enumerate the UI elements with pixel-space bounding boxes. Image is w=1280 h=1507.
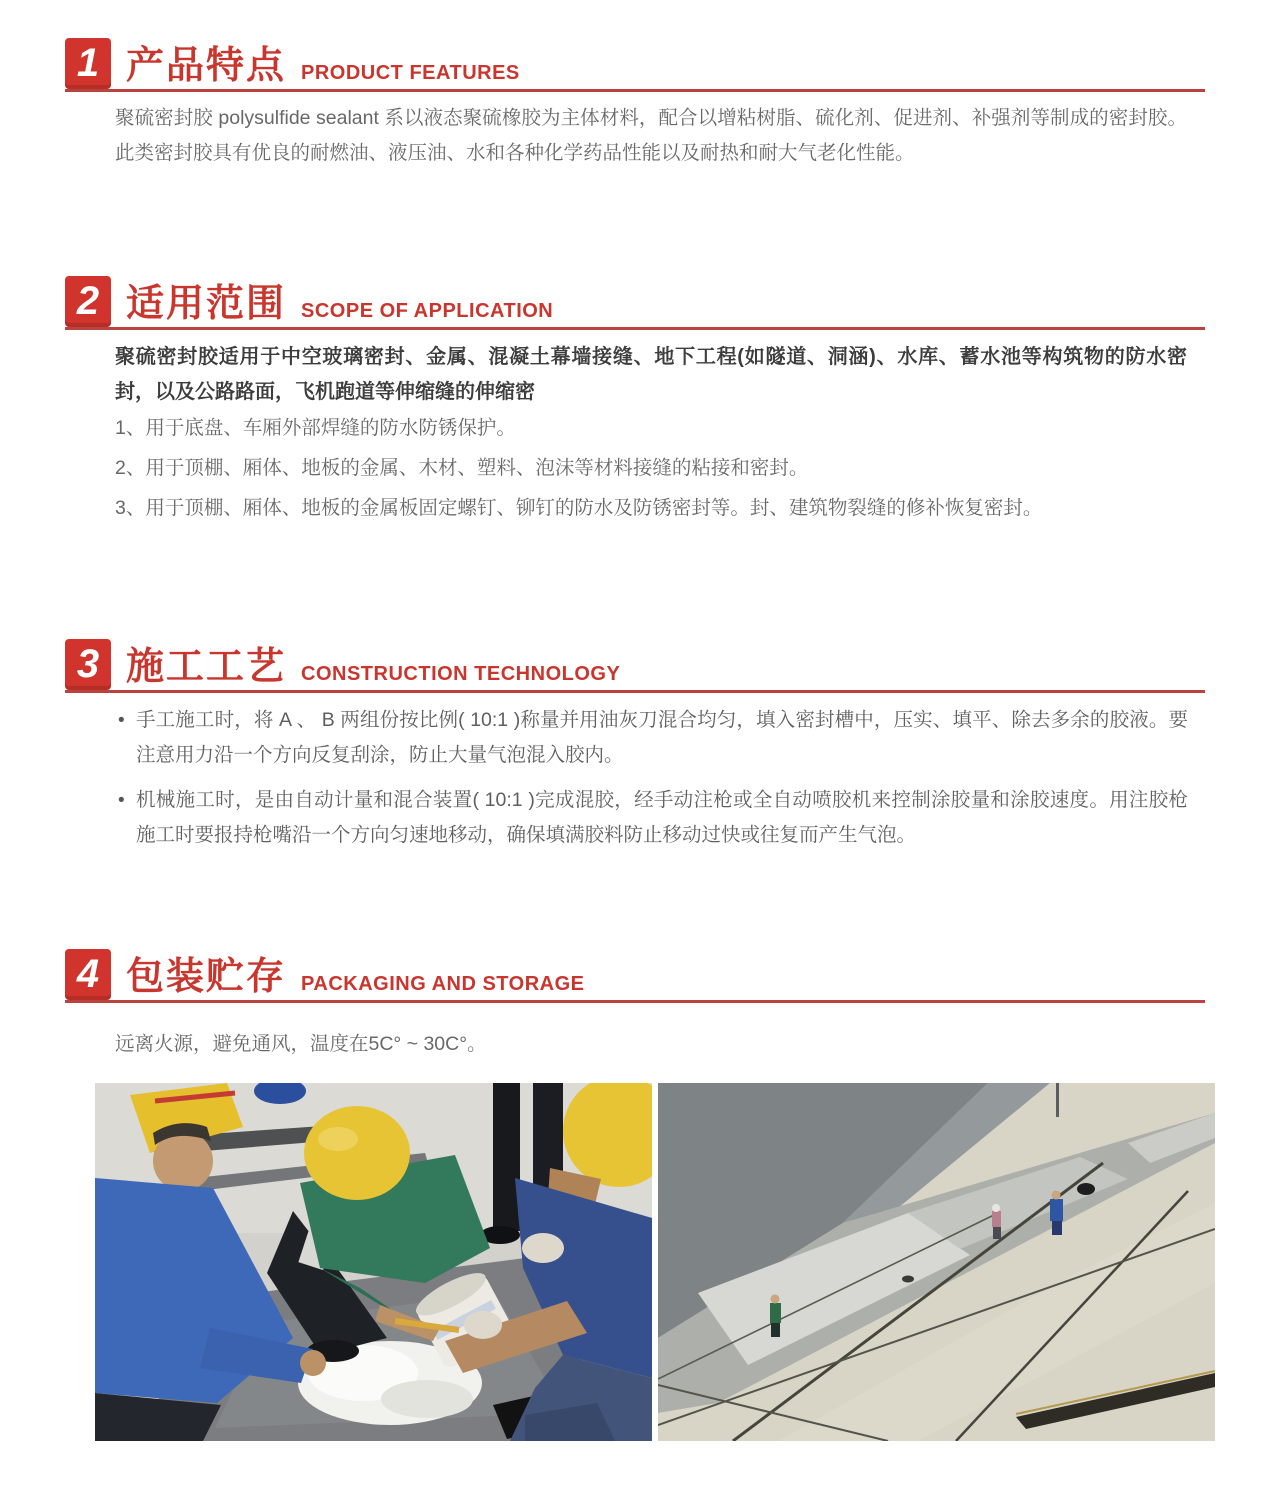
- section-1-subtitle: PRODUCT FEATURES: [301, 62, 520, 84]
- section-1-header: [65, 38, 1205, 92]
- bullet-item: [118, 783, 1188, 853]
- section-4-subtitle: PACKAGING AND STORAGE: [301, 973, 585, 995]
- concrete-slope-illustration: [658, 1083, 1215, 1441]
- bullet-dot-icon: •: [118, 710, 125, 731]
- concrete-slope-joint-sealing-photo: [658, 1083, 1215, 1441]
- section-4-number-badge: 4: [65, 949, 111, 1000]
- workers-mixing-sealant-photo: [95, 1083, 652, 1441]
- list-item: 3、用于顶棚、厢体、地板的金属板固定螺钉、铆钉的防水及防锈密封等。封、建筑物裂缝的修补恢复密封。: [115, 497, 1043, 519]
- section-2-application-list: [115, 409, 1187, 529]
- section-3-subtitle: CONSTRUCTION TECHNOLOGY: [301, 663, 621, 685]
- bullet-item: [118, 703, 1188, 773]
- section-1-title: 产品特点: [126, 45, 287, 87]
- section-4-paragraph: 远离火源，避免通风，温度在5C° ~ 30C°。: [115, 1033, 487, 1055]
- section-3-number-badge: 3: [65, 639, 111, 690]
- list-item: 2、用于顶棚、厢体、地板的金属、木材、塑料、泡沫等材料接缝的粘接和密封。: [115, 457, 809, 479]
- section-2-title: 适用范围: [126, 283, 287, 325]
- section-2-subtitle: SCOPE OF APPLICATION: [301, 300, 554, 322]
- bullet-text: 手工施工时，将 A 、 B 两组份按比例( 10:1 )称量并用油灰刀混合均匀，填入密封槽中，压实、填平、除去多余的胶液。要注意用力沿一个方向反复刮涂，防止大量气泡混入胶内。: [136, 709, 1188, 766]
- bullet-dot-icon: •: [118, 790, 125, 811]
- bullet-text: 机械施工时，是由自动计量和混合装置( 10:1 )完成混胶，经手动注枪或全自动喷胶机来控制涂胶量和涂胶速度。用注胶枪施工时要报持枪嘴沿一个方向匀速地移动，确保填满胶料防止移动过快或往复而产生气泡。: [136, 789, 1188, 846]
- section-3-bullet-list: [118, 703, 1188, 863]
- slope-worker-pink: [992, 1204, 1001, 1239]
- section-2-lead-paragraph: 聚硫密封胶适用于中空玻璃密封、金属、混凝土幕墙接缝、地下工程(如隧道、洞涵)、水库、蓄水池等构筑物的防水密封，以及公路路面，飞机跑道等伸缩缝的伸缩密: [115, 346, 1187, 403]
- section-3-header: [65, 639, 1205, 693]
- section-2-number-badge: 2: [65, 276, 111, 327]
- section-1-number-badge: 1: [65, 38, 111, 89]
- section-1-paragraph: 聚硫密封胶 polysulfide sealant 系以液态聚硫橡胶为主体材料，配合以增粘树脂、硫化剂、促进剂、补强剂等制成的密封胶。此类密封胶具有优良的耐燃油、液压油、水和各种化学药品性能以及耐热和耐大气老化性能。: [115, 107, 1187, 164]
- section-2-header: [65, 276, 1205, 330]
- list-item: 1、用于底盘、车厢外部焊缝的防水防锈保护。: [115, 417, 516, 439]
- photo-row: [95, 1083, 1215, 1441]
- section-4-header: [65, 949, 1205, 1003]
- workers-mixing-sealant-illustration: [95, 1083, 652, 1441]
- section-4-title: 包装贮存: [126, 956, 287, 998]
- section-3-title: 施工工艺: [126, 646, 287, 688]
